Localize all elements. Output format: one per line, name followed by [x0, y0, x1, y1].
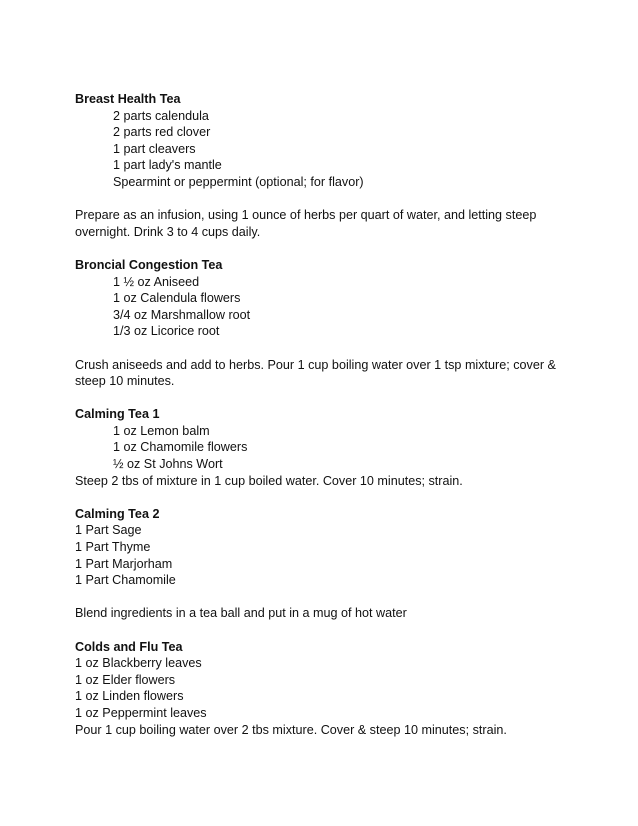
recipe-broncial-congestion-tea [75, 257, 575, 406]
recipe-instructions: Blend ingredients in a tea ball and put in a mug of hot water [75, 606, 407, 621]
ingredient: 1 part lady's mantle [113, 158, 222, 173]
spacer [75, 340, 575, 357]
spacer [75, 390, 575, 407]
ingredient: 1 ½ oz Aniseed [113, 274, 200, 289]
recipe-title: Broncial Congestion Tea [75, 257, 223, 272]
ingredient: 1 Part Chamomile [75, 573, 176, 588]
recipe-breast-health-tea [75, 91, 575, 257]
ingredient: 2 parts calendula [113, 108, 209, 123]
ingredient: 1/3 oz Licorice root [113, 324, 220, 339]
recipe-instructions: Prepare as an infusion, using 1 ounce of herbs per quart of water, and letting steep overnight. Drink 3 to 4 cups daily. [75, 208, 537, 239]
spacer [75, 240, 575, 257]
spacer [75, 589, 575, 606]
ingredient: 1 oz Lemon balm [113, 423, 210, 438]
spacer [75, 191, 575, 208]
ingredient: 2 parts red clover [113, 125, 211, 140]
ingredient: 1 oz Chamomile flowers [113, 440, 248, 455]
recipe-calming-tea-2 [75, 506, 575, 639]
recipe-instructions: Crush aniseeds and add to herbs. Pour 1 cup boiling water over 1 tsp mixture; cover & steep 10 minutes. [75, 357, 556, 389]
recipe-instructions: Pour 1 cup boiling water over 2 tbs mixture. Cover & steep 10 minutes; strain. [75, 722, 507, 737]
recipe-title: Colds and Flu Tea [75, 639, 183, 654]
ingredient: 1 oz Linden flowers [75, 689, 184, 704]
ingredient: 1 Part Thyme [75, 540, 151, 555]
spacer [75, 622, 575, 639]
ingredient: 1 part cleavers [113, 141, 196, 156]
document-page [75, 91, 575, 738]
ingredient: 1 Part Sage [75, 523, 142, 538]
ingredient: Spearmint or peppermint (optional; for flavor) [113, 174, 364, 189]
ingredient: 1 oz Blackberry leaves [75, 656, 202, 671]
recipe-title: Breast Health Tea [75, 92, 181, 106]
ingredient: 1 Part Marjorham [75, 556, 173, 571]
recipe-title: Calming Tea 2 [75, 506, 160, 521]
ingredient: 1 oz Calendula flowers [113, 291, 241, 306]
recipe-title: Calming Tea 1 [75, 407, 160, 422]
ingredient: ½ oz St Johns Wort [113, 457, 223, 472]
ingredient: 3/4 oz Marshmallow root [113, 307, 251, 322]
recipe-calming-tea-1 [75, 406, 575, 506]
ingredient: 1 oz Elder flowers [75, 672, 176, 687]
recipe-colds-and-flu-tea [75, 639, 575, 739]
ingredient: 1 oz Peppermint leaves [75, 705, 207, 720]
spacer [75, 489, 575, 506]
recipe-instructions: Steep 2 tbs of mixture in 1 cup boiled water. Cover 10 minutes; strain. [75, 473, 463, 488]
